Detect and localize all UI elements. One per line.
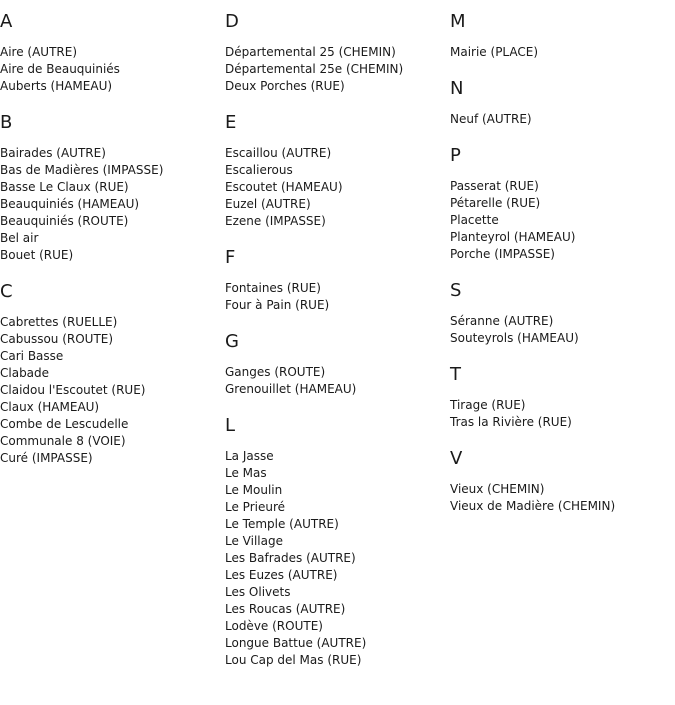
letter-heading: G	[225, 331, 239, 352]
letter-heading: S	[450, 280, 462, 301]
street-item[interactable]: Cabrettes (RUELLE)	[0, 315, 118, 329]
letter-section	[225, 111, 445, 230]
street-item[interactable]: Beauquiniés (HAMEAU)	[0, 197, 140, 211]
letter-section	[450, 77, 670, 128]
street-item[interactable]: Séranne (AUTRE)	[450, 314, 554, 328]
street-item[interactable]: Départemental 25 (CHEMIN)	[225, 45, 396, 59]
street-item[interactable]: Lou Cap del Mas (RUE)	[225, 653, 362, 667]
street-item[interactable]: Souteyrols (HAMEAU)	[450, 331, 579, 345]
street-item[interactable]: Basse Le Claux (RUE)	[0, 180, 129, 194]
street-column-1	[0, 10, 220, 483]
letter-section	[450, 144, 670, 263]
street-item[interactable]: Communale 8 (VOIE)	[0, 434, 126, 448]
street-item[interactable]: Fontaines (RUE)	[225, 281, 321, 295]
letter-heading: P	[450, 145, 461, 166]
street-item[interactable]: Auberts (HAMEAU)	[0, 79, 113, 93]
street-item[interactable]: Four à Pain (RUE)	[225, 298, 330, 312]
street-item[interactable]: Vieux (CHEMIN)	[450, 482, 545, 496]
letter-section	[450, 363, 670, 431]
street-item[interactable]: Escaillou (AUTRE)	[225, 146, 332, 160]
letter-section	[450, 10, 670, 61]
street-item[interactable]: Longue Battue (AUTRE)	[225, 636, 367, 650]
street-item[interactable]: Escalierous	[225, 163, 293, 177]
street-list	[450, 313, 670, 347]
letter-section	[225, 10, 445, 95]
street-item[interactable]: Aire de Beauquiniés	[0, 62, 120, 76]
street-item[interactable]: Claux (HAMEAU)	[0, 400, 100, 414]
street-item[interactable]: Lodève (ROUTE)	[225, 619, 323, 633]
street-list	[225, 44, 445, 95]
street-item[interactable]: Les Euzes (AUTRE)	[225, 568, 338, 582]
street-item[interactable]: Tras la Rivière (RUE)	[450, 415, 572, 429]
letter-section	[0, 10, 220, 95]
letter-section	[450, 279, 670, 347]
street-list	[450, 397, 670, 431]
letter-heading: E	[225, 112, 237, 133]
street-list	[225, 145, 445, 230]
street-item[interactable]: Vieux de Madière (CHEMIN)	[450, 499, 616, 513]
street-list	[450, 111, 670, 128]
letter-heading: A	[0, 11, 13, 32]
street-item[interactable]: Deux Porches (RUE)	[225, 79, 345, 93]
street-item[interactable]: Neuf (AUTRE)	[450, 112, 532, 126]
street-column-2	[225, 10, 445, 685]
street-item[interactable]: Départemental 25e (CHEMIN)	[225, 62, 404, 76]
street-list	[450, 178, 670, 263]
letter-heading: V	[450, 448, 463, 469]
street-item[interactable]: Porche (IMPASSE)	[450, 247, 555, 261]
street-item[interactable]: Ezene (IMPASSE)	[225, 214, 326, 228]
letter-heading: L	[225, 415, 236, 436]
street-list	[450, 44, 670, 61]
street-item[interactable]: Bel air	[0, 231, 39, 245]
street-item[interactable]: Les Bafrades (AUTRE)	[225, 551, 356, 565]
street-item[interactable]: Clabade	[0, 366, 50, 380]
street-item[interactable]: Le Temple (AUTRE)	[225, 517, 339, 531]
street-item[interactable]: Le Mas	[225, 466, 267, 480]
letter-section	[225, 330, 445, 398]
letter-section	[225, 414, 445, 669]
letter-heading: F	[225, 247, 236, 268]
street-item[interactable]: Passerat (RUE)	[450, 179, 539, 193]
street-list	[0, 314, 220, 467]
street-list	[450, 481, 670, 515]
street-item[interactable]: Bas de Madières (IMPASSE)	[0, 163, 164, 177]
street-column-3	[450, 10, 670, 531]
street-list	[225, 448, 445, 669]
street-item[interactable]: Grenouillet (HAMEAU)	[225, 382, 357, 396]
street-item[interactable]: Bouet (RUE)	[0, 248, 74, 262]
street-item[interactable]: Escoutet (HAMEAU)	[225, 180, 343, 194]
street-item[interactable]: Cabussou (ROUTE)	[0, 332, 114, 346]
street-item[interactable]: Beauquiniés (ROUTE)	[0, 214, 129, 228]
letter-heading: T	[450, 364, 461, 385]
letter-heading: B	[0, 112, 13, 133]
street-item[interactable]: Les Olivets	[225, 585, 291, 599]
street-item[interactable]: Les Roucas (AUTRE)	[225, 602, 346, 616]
street-item[interactable]: Aire (AUTRE)	[0, 45, 78, 59]
letter-heading: D	[225, 11, 239, 32]
letter-heading: M	[450, 11, 466, 32]
letter-section	[225, 246, 445, 314]
street-list	[0, 145, 220, 264]
street-list	[225, 280, 445, 314]
street-item[interactable]: Euzel (AUTRE)	[225, 197, 311, 211]
letter-section	[0, 280, 220, 467]
street-item[interactable]: Curé (IMPASSE)	[0, 451, 93, 465]
letter-section	[450, 447, 670, 515]
street-item[interactable]: Tirage (RUE)	[450, 398, 526, 412]
street-item[interactable]: Combe de Lescudelle	[0, 417, 129, 431]
street-item[interactable]: Le Moulin	[225, 483, 283, 497]
street-item[interactable]: Ganges (ROUTE)	[225, 365, 326, 379]
letter-heading: N	[450, 78, 464, 99]
street-list	[225, 364, 445, 398]
street-item[interactable]: Le Prieuré	[225, 500, 286, 514]
street-item[interactable]: La Jasse	[225, 449, 274, 463]
street-item[interactable]: Pétarelle (RUE)	[450, 196, 541, 210]
street-list	[0, 44, 220, 95]
street-item[interactable]: Mairie (PLACE)	[450, 45, 539, 59]
street-item[interactable]: Le Village	[225, 534, 283, 548]
street-item[interactable]: Bairades (AUTRE)	[0, 146, 106, 160]
street-item[interactable]: Cari Basse	[0, 349, 64, 363]
street-item[interactable]: Placette	[450, 213, 499, 227]
letter-heading: C	[0, 281, 13, 302]
street-item[interactable]: Claidou l'Escoutet (RUE)	[0, 383, 146, 397]
street-item[interactable]: Planteyrol (HAMEAU)	[450, 230, 576, 244]
letter-section	[0, 111, 220, 264]
